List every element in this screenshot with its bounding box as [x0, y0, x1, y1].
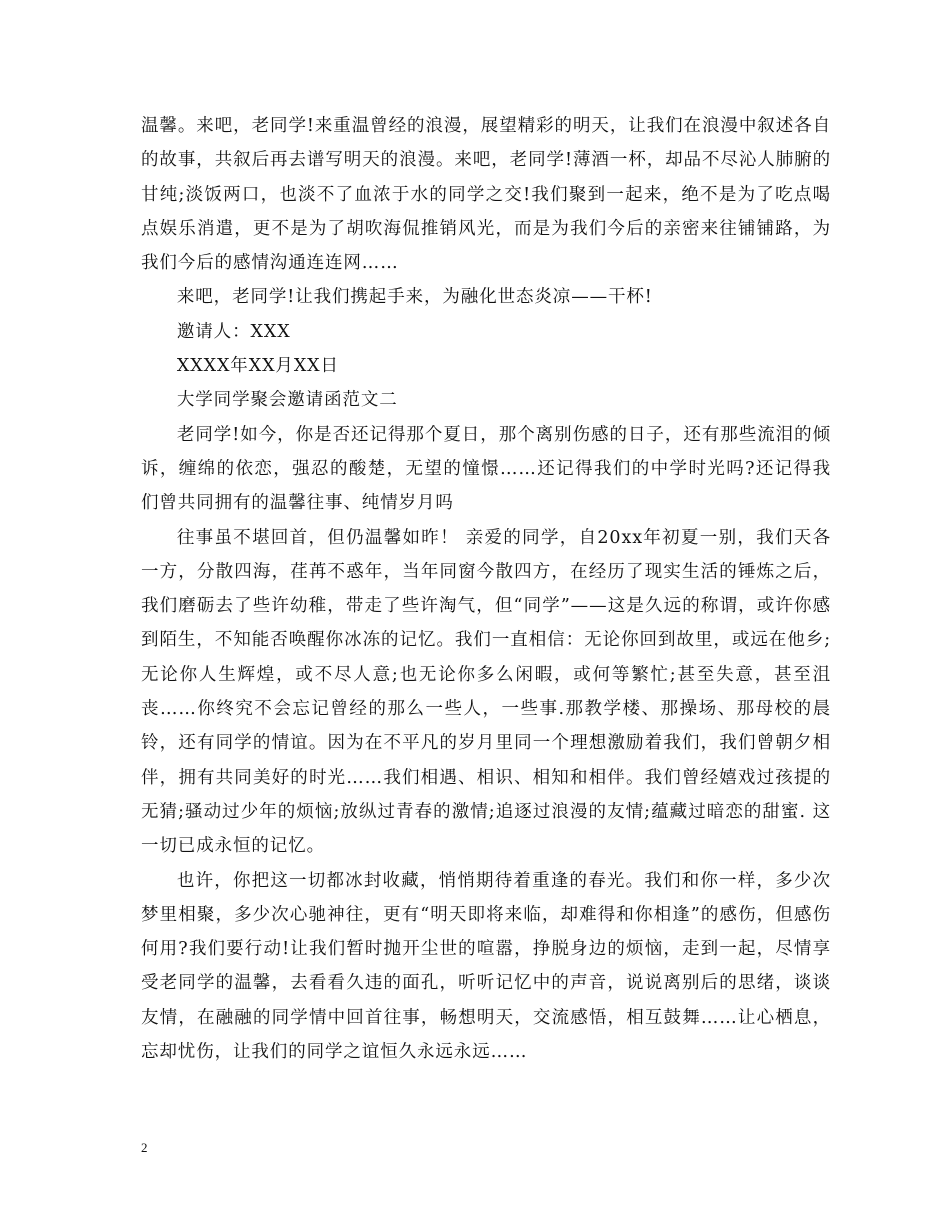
paragraph-reunion: 也许，你把这一切都冰封收藏，悄悄期待着重逢的春光。我们和你一样，多少次梦里相聚，多少次心驰神往，更有“明天即将来临，却难得和你相逢”的感伤，但感伤何用?我们要行动!让我们暂时抛开尘世的喧嚣，挣脱身边的烦恼，走到一起，尽情享受老同学的温馨，去看看久违的面孔，听听记忆中的声音，说说离别后的思绪，谈谈友情，在融融的同学情中回首往事，畅想明天，交流感悟，相互鼓舞……让心栖息，忘却忧伤，让我们的同学之谊恒久永远永远…… [141, 870, 831, 1063]
paragraph-continuation: 温馨。来吧，老同学!来重温曾经的浪漫，展望精彩的明天，让我们在浪漫中叙述各自的故事，共叙后再去谱写明天的浪漫。来吧，老同学!薄酒一杯，却品不尽沁人肺腑的甘纯;淡饭两口，也淡不了血浓于水的同学之交!我们聚到一起来，绝不是为了吃点喝点娱乐消遣，更不是为了胡吹海侃推销风光，而是为我们今后的亲密来往铺铺路，为我们今后的感情沟通连连网…… [141, 116, 831, 274]
inviter-line: 邀请人：XXX [176, 321, 291, 342]
paragraph-past: 往事虽不堪回首，但仍温馨如昨！ 亲爱的同学，自20xx年初夏一别，我们天各一方，分散四海，荏苒不惑年，当年同窗今散四方，在经历了现实生活的锤炼之后，我们磨砺去了些许幼稚，带走了些许淘气，但“同学”——这是久远的称谓，或许你感到陌生，不知能否唤醒你冰冻的记忆。我们一直相信：无论你回到故里，或远在他乡;无论你人生辉煌，或不尽人意;也无论你多么闲暇，或何等繁忙;甚至失意，甚至沮丧……你终究不会忘记曾经的那么一些人，一些事.那教学楼、那操场、那母校的晨铃，还有同学的情谊。因为在不平凡的岁月里同一个理想激励着我们，我们曾朝夕相伴，拥有共同美好的时光……我们相遇、相识、相知和相伴。我们曾经嬉戏过孩提的无猜;骚动过少年的烦恼;放纵过青春的激情;追逐过浪漫的友情;蕴藏过暗恋的甜蜜. 这一切已成永恒的记忆。 [141, 527, 831, 857]
date-line: XXXX年XX月XX日 [176, 356, 339, 377]
section-heading: 大学同学聚会邀请函范文二 [176, 390, 398, 411]
document-body [141, 109, 831, 1069]
page-number: 2 [141, 1140, 148, 1155]
paragraph-memories: 老同学!如今，你是否还记得那个夏日，那个离别伤感的日子，还有那些流泪的倾诉，缠绵的依恋，强忍的酸楚，无望的憧憬……还记得我们的中学时光吗?还记得我们曾共同拥有的温馨往事、纯情岁月吗 [141, 424, 831, 514]
paragraph-toast: 来吧，老同学!让我们携起手来，为融化世态炎凉——干杯! [176, 287, 653, 308]
